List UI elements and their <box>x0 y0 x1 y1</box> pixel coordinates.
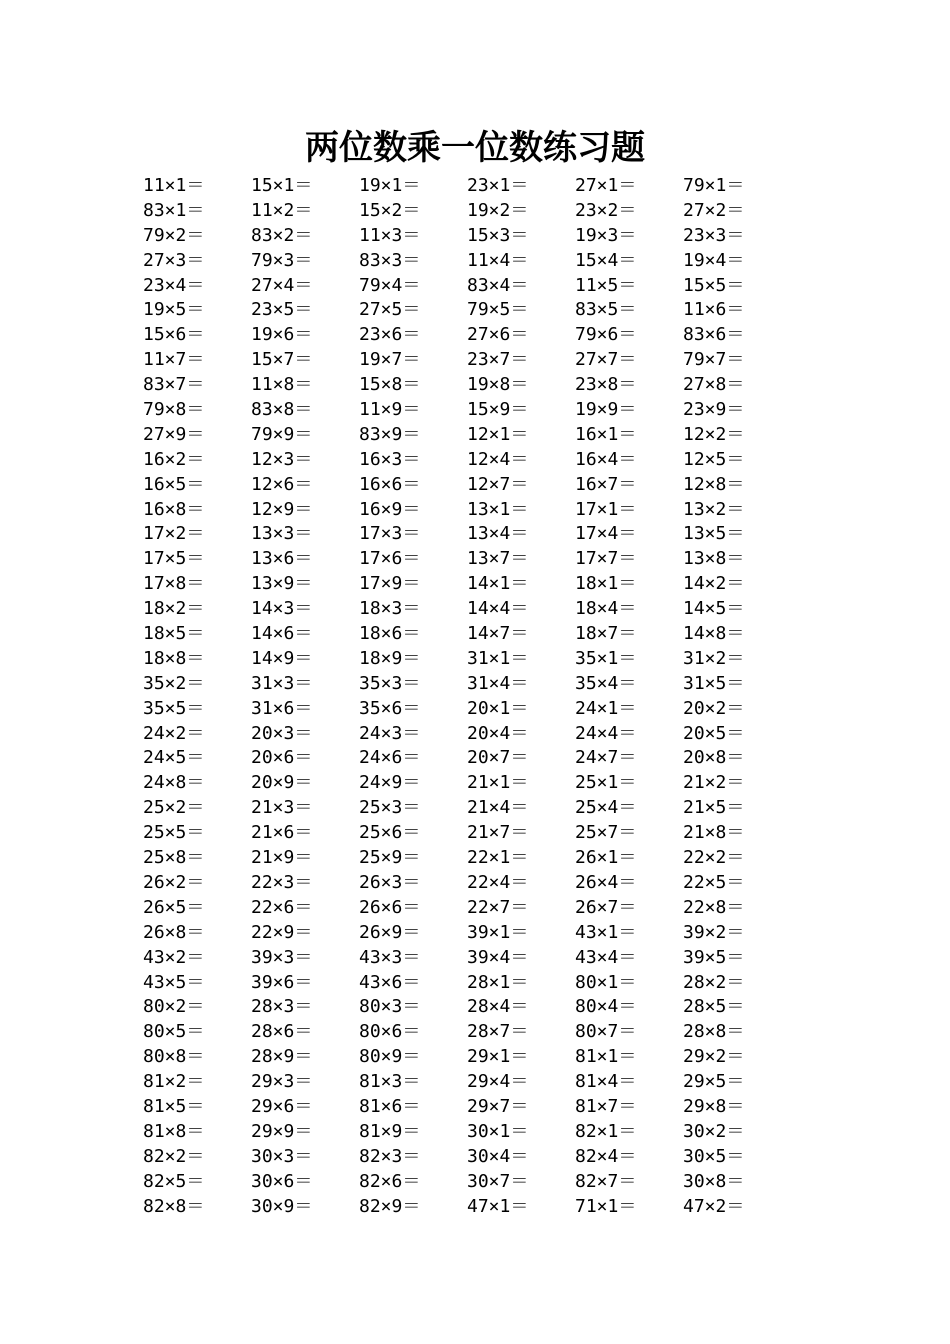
problem-item: 12×3＝ <box>251 448 313 470</box>
problem-item: 20×7＝ <box>467 747 529 769</box>
problem-item: 24×3＝ <box>359 722 421 744</box>
problem-item: 79×2＝ <box>143 224 205 246</box>
problem-item: 13×6＝ <box>251 548 313 570</box>
problem-item: 20×2＝ <box>683 697 745 719</box>
problem-item: 14×8＝ <box>683 623 745 645</box>
problem-item: 81×3＝ <box>359 1071 421 1093</box>
problem-item: 16×4＝ <box>575 448 637 470</box>
problem-item: 31×6＝ <box>251 697 313 719</box>
problem-item: 35×4＝ <box>575 672 637 694</box>
problem-item: 26×9＝ <box>359 921 421 943</box>
problem-item: 15×5＝ <box>683 274 745 296</box>
problem-item: 17×8＝ <box>143 573 205 595</box>
problem-item: 28×5＝ <box>683 996 745 1018</box>
problem-item: 31×1＝ <box>467 647 529 669</box>
problem-item: 82×4＝ <box>575 1145 637 1167</box>
problem-item: 79×3＝ <box>251 249 313 271</box>
problem-item: 29×3＝ <box>251 1071 313 1093</box>
problem-item: 27×9＝ <box>143 423 205 445</box>
problem-item: 22×8＝ <box>683 896 745 918</box>
problem-item: 27×5＝ <box>359 299 421 321</box>
problem-item: 13×1＝ <box>467 498 529 520</box>
problem-item: 18×3＝ <box>359 598 421 620</box>
problem-item: 11×6＝ <box>683 299 745 321</box>
problem-item: 12×5＝ <box>683 448 745 470</box>
problem-item: 82×5＝ <box>143 1170 205 1192</box>
problem-item: 29×9＝ <box>251 1120 313 1142</box>
problem-item: 26×2＝ <box>143 871 205 893</box>
problem-item: 29×5＝ <box>683 1071 745 1093</box>
problem-item: 18×4＝ <box>575 598 637 620</box>
problem-item: 14×5＝ <box>683 598 745 620</box>
problem-item: 14×4＝ <box>467 598 529 620</box>
problem-item: 29×6＝ <box>251 1095 313 1117</box>
problem-item: 20×9＝ <box>251 772 313 794</box>
problem-item: 81×6＝ <box>359 1095 421 1117</box>
problem-item: 43×5＝ <box>143 971 205 993</box>
problem-item: 29×7＝ <box>467 1095 529 1117</box>
problem-item: 13×8＝ <box>683 548 745 570</box>
problem-item: 39×5＝ <box>683 946 745 968</box>
problem-item: 25×7＝ <box>575 822 637 844</box>
problem-item: 83×7＝ <box>143 374 205 396</box>
problem-item: 30×8＝ <box>683 1170 745 1192</box>
problem-item: 82×3＝ <box>359 1145 421 1167</box>
problem-item: 11×8＝ <box>251 374 313 396</box>
problem-item: 23×1＝ <box>467 175 529 196</box>
problem-item: 17×2＝ <box>143 523 205 545</box>
problem-item: 21×2＝ <box>683 772 745 794</box>
problem-item: 30×9＝ <box>251 1195 313 1217</box>
problem-item: 13×2＝ <box>683 498 745 520</box>
problem-item: 79×4＝ <box>359 274 421 296</box>
problem-item: 24×9＝ <box>359 772 421 794</box>
problem-item: 18×6＝ <box>359 623 421 645</box>
problem-item: 13×5＝ <box>683 523 745 545</box>
problem-item: 39×3＝ <box>251 946 313 968</box>
problem-item: 82×6＝ <box>359 1170 421 1192</box>
problem-item: 47×2＝ <box>683 1195 745 1217</box>
problem-item: 35×2＝ <box>143 672 205 694</box>
problem-item: 81×2＝ <box>143 1071 205 1093</box>
problem-item: 21×4＝ <box>467 797 529 819</box>
problem-item: 17×4＝ <box>575 523 637 545</box>
problem-item: 83×6＝ <box>683 324 745 346</box>
problem-item: 35×6＝ <box>359 697 421 719</box>
problem-item: 27×6＝ <box>467 324 529 346</box>
problem-item: 17×7＝ <box>575 548 637 570</box>
problem-item: 18×7＝ <box>575 623 637 645</box>
problem-item: 27×4＝ <box>251 274 313 296</box>
problem-item: 82×1＝ <box>575 1120 637 1142</box>
problem-item: 35×5＝ <box>143 697 205 719</box>
problem-item: 26×8＝ <box>143 921 205 943</box>
problem-item: 16×9＝ <box>359 498 421 520</box>
problem-item: 19×3＝ <box>575 224 637 246</box>
problem-item: 29×4＝ <box>467 1071 529 1093</box>
problem-item: 19×1＝ <box>359 175 421 196</box>
problem-item: 21×5＝ <box>683 797 745 819</box>
problem-item: 31×4＝ <box>467 672 529 694</box>
problem-item: 12×8＝ <box>683 473 745 495</box>
problem-item: 29×2＝ <box>683 1046 745 1068</box>
problem-item: 30×5＝ <box>683 1145 745 1167</box>
problem-item: 83×3＝ <box>359 249 421 271</box>
problem-item: 15×4＝ <box>575 249 637 271</box>
problem-item: 21×7＝ <box>467 822 529 844</box>
problem-item: 82×9＝ <box>359 1195 421 1217</box>
problem-item: 43×3＝ <box>359 946 421 968</box>
problem-item: 24×8＝ <box>143 772 205 794</box>
problem-item: 83×5＝ <box>575 299 637 321</box>
problem-item: 27×1＝ <box>575 175 637 196</box>
problem-item: 17×3＝ <box>359 523 421 545</box>
problem-item: 81×9＝ <box>359 1120 421 1142</box>
page-title: 两位数乘一位数练习题 <box>305 128 645 168</box>
problem-item: 20×8＝ <box>683 747 745 769</box>
problem-item: 35×3＝ <box>359 672 421 694</box>
problem-item: 80×7＝ <box>575 1021 637 1043</box>
problem-item: 23×3＝ <box>683 224 745 246</box>
problem-item: 81×5＝ <box>143 1095 205 1117</box>
problem-item: 11×4＝ <box>467 249 529 271</box>
problem-item: 16×7＝ <box>575 473 637 495</box>
problem-item: 11×2＝ <box>251 199 313 221</box>
problem-item: 24×7＝ <box>575 747 637 769</box>
problem-item: 16×8＝ <box>143 498 205 520</box>
problem-item: 18×5＝ <box>143 623 205 645</box>
problem-item: 11×1＝ <box>143 175 205 196</box>
problem-item: 23×7＝ <box>467 349 529 371</box>
problem-item: 16×5＝ <box>143 473 205 495</box>
problem-item: 80×6＝ <box>359 1021 421 1043</box>
problem-item: 80×4＝ <box>575 996 637 1018</box>
problem-item: 39×4＝ <box>467 946 529 968</box>
problem-item: 79×9＝ <box>251 423 313 445</box>
problem-item: 83×1＝ <box>143 199 205 221</box>
problem-item: 25×6＝ <box>359 822 421 844</box>
problem-item: 23×2＝ <box>575 199 637 221</box>
problem-item: 23×8＝ <box>575 374 637 396</box>
problem-item: 81×8＝ <box>143 1120 205 1142</box>
problem-item: 24×4＝ <box>575 722 637 744</box>
problem-item: 14×6＝ <box>251 623 313 645</box>
problem-item: 71×1＝ <box>575 1195 637 1217</box>
problem-item: 28×2＝ <box>683 971 745 993</box>
problem-item: 22×4＝ <box>467 871 529 893</box>
problem-item: 27×3＝ <box>143 249 205 271</box>
problem-item: 14×2＝ <box>683 573 745 595</box>
problem-item: 26×5＝ <box>143 896 205 918</box>
problem-item: 19×2＝ <box>467 199 529 221</box>
problem-item: 27×7＝ <box>575 349 637 371</box>
problem-item: 28×1＝ <box>467 971 529 993</box>
problem-item: 28×9＝ <box>251 1046 313 1068</box>
problem-item: 21×9＝ <box>251 847 313 869</box>
problem-item: 22×6＝ <box>251 896 313 918</box>
problem-item: 13×7＝ <box>467 548 529 570</box>
problem-item: 12×1＝ <box>467 423 529 445</box>
problem-item: 81×7＝ <box>575 1095 637 1117</box>
problem-item: 79×1＝ <box>683 175 745 196</box>
problem-item: 30×3＝ <box>251 1145 313 1167</box>
problem-item: 20×6＝ <box>251 747 313 769</box>
problem-item: 20×5＝ <box>683 722 745 744</box>
problem-item: 13×9＝ <box>251 573 313 595</box>
problem-item: 26×6＝ <box>359 896 421 918</box>
problem-item: 26×3＝ <box>359 871 421 893</box>
problem-item: 21×6＝ <box>251 822 313 844</box>
problem-item: 80×3＝ <box>359 996 421 1018</box>
problem-item: 17×6＝ <box>359 548 421 570</box>
problem-item: 15×2＝ <box>359 199 421 221</box>
problem-item: 39×1＝ <box>467 921 529 943</box>
problem-item: 25×8＝ <box>143 847 205 869</box>
problem-item: 31×3＝ <box>251 672 313 694</box>
problem-item: 31×5＝ <box>683 672 745 694</box>
problem-item: 28×7＝ <box>467 1021 529 1043</box>
problem-item: 14×1＝ <box>467 573 529 595</box>
problem-item: 39×6＝ <box>251 971 313 993</box>
problem-item: 11×9＝ <box>359 399 421 421</box>
problem-item: 83×8＝ <box>251 399 313 421</box>
problem-item: 30×6＝ <box>251 1170 313 1192</box>
problem-item: 18×2＝ <box>143 598 205 620</box>
problem-item: 26×7＝ <box>575 896 637 918</box>
problem-item: 28×3＝ <box>251 996 313 1018</box>
problem-item: 14×3＝ <box>251 598 313 620</box>
problem-item: 82×8＝ <box>143 1195 205 1217</box>
problem-item: 15×1＝ <box>251 175 313 196</box>
problem-item: 22×3＝ <box>251 871 313 893</box>
problem-item: 11×3＝ <box>359 224 421 246</box>
problem-item: 18×1＝ <box>575 573 637 595</box>
problem-item: 12×4＝ <box>467 448 529 470</box>
problem-item: 83×9＝ <box>359 423 421 445</box>
problem-item: 17×5＝ <box>143 548 205 570</box>
problem-item: 30×7＝ <box>467 1170 529 1192</box>
problem-item: 20×1＝ <box>467 697 529 719</box>
problem-item: 25×4＝ <box>575 797 637 819</box>
problem-item: 24×1＝ <box>575 697 637 719</box>
problem-item: 23×4＝ <box>143 274 205 296</box>
problem-item: 43×4＝ <box>575 946 637 968</box>
problem-item: 19×7＝ <box>359 349 421 371</box>
problem-item: 35×1＝ <box>575 647 637 669</box>
problem-item: 80×1＝ <box>575 971 637 993</box>
problem-item: 22×5＝ <box>683 871 745 893</box>
problem-item: 19×9＝ <box>575 399 637 421</box>
problem-item: 20×3＝ <box>251 722 313 744</box>
problem-item: 81×4＝ <box>575 1071 637 1093</box>
problem-item: 15×3＝ <box>467 224 529 246</box>
problem-item: 25×5＝ <box>143 822 205 844</box>
problem-item: 12×9＝ <box>251 498 313 520</box>
problem-item: 23×9＝ <box>683 399 745 421</box>
problem-item: 19×5＝ <box>143 299 205 321</box>
problem-item: 28×4＝ <box>467 996 529 1018</box>
problem-item: 13×4＝ <box>467 523 529 545</box>
problem-item: 22×2＝ <box>683 847 745 869</box>
problem-item: 82×7＝ <box>575 1170 637 1192</box>
problem-item: 24×5＝ <box>143 747 205 769</box>
problem-item: 22×9＝ <box>251 921 313 943</box>
problem-item: 43×2＝ <box>143 946 205 968</box>
problem-item: 17×1＝ <box>575 498 637 520</box>
problem-item: 82×2＝ <box>143 1145 205 1167</box>
problem-item: 16×3＝ <box>359 448 421 470</box>
problem-item: 83×2＝ <box>251 224 313 246</box>
problem-item: 24×2＝ <box>143 722 205 744</box>
problem-item: 39×2＝ <box>683 921 745 943</box>
problem-item: 26×1＝ <box>575 847 637 869</box>
problem-item: 30×4＝ <box>467 1145 529 1167</box>
problem-item: 15×6＝ <box>143 324 205 346</box>
problem-item: 29×8＝ <box>683 1095 745 1117</box>
problem-item: 22×1＝ <box>467 847 529 869</box>
problem-item: 19×6＝ <box>251 324 313 346</box>
problem-item: 25×9＝ <box>359 847 421 869</box>
problem-item: 16×1＝ <box>575 423 637 445</box>
problem-item: 81×1＝ <box>575 1046 637 1068</box>
problem-item: 79×5＝ <box>467 299 529 321</box>
problem-item: 23×6＝ <box>359 324 421 346</box>
problem-item: 16×6＝ <box>359 473 421 495</box>
problem-item: 11×7＝ <box>143 349 205 371</box>
problem-item: 21×1＝ <box>467 772 529 794</box>
problem-item: 26×4＝ <box>575 871 637 893</box>
problem-item: 43×1＝ <box>575 921 637 943</box>
problem-item: 12×7＝ <box>467 473 529 495</box>
problem-item: 22×7＝ <box>467 896 529 918</box>
problem-item: 79×6＝ <box>575 324 637 346</box>
problem-item: 21×3＝ <box>251 797 313 819</box>
problem-item: 13×3＝ <box>251 523 313 545</box>
problem-item: 80×8＝ <box>143 1046 205 1068</box>
problem-item: 21×8＝ <box>683 822 745 844</box>
problem-item: 14×7＝ <box>467 623 529 645</box>
problem-item: 17×9＝ <box>359 573 421 595</box>
problem-item: 19×8＝ <box>467 374 529 396</box>
problem-item: 43×6＝ <box>359 971 421 993</box>
problem-item: 15×7＝ <box>251 349 313 371</box>
problem-item: 18×9＝ <box>359 647 421 669</box>
problem-item: 27×8＝ <box>683 374 745 396</box>
problem-item: 28×8＝ <box>683 1021 745 1043</box>
problem-item: 25×2＝ <box>143 797 205 819</box>
problem-item: 18×8＝ <box>143 647 205 669</box>
problem-item: 15×8＝ <box>359 374 421 396</box>
problem-item: 12×6＝ <box>251 473 313 495</box>
problem-item: 80×2＝ <box>143 996 205 1018</box>
problem-item: 15×9＝ <box>467 399 529 421</box>
problem-item: 31×2＝ <box>683 647 745 669</box>
problem-item: 25×3＝ <box>359 797 421 819</box>
problem-item: 47×1＝ <box>467 1195 529 1217</box>
problem-item: 11×5＝ <box>575 274 637 296</box>
problem-grid <box>143 174 791 1219</box>
problem-item: 80×5＝ <box>143 1021 205 1043</box>
problem-item: 19×4＝ <box>683 249 745 271</box>
problem-item: 27×2＝ <box>683 199 745 221</box>
problem-item: 30×1＝ <box>467 1120 529 1142</box>
problem-item: 79×8＝ <box>143 399 205 421</box>
problem-item: 20×4＝ <box>467 722 529 744</box>
problem-item: 80×9＝ <box>359 1046 421 1068</box>
problem-item: 12×2＝ <box>683 423 745 445</box>
problem-item: 28×6＝ <box>251 1021 313 1043</box>
problem-item: 23×5＝ <box>251 299 313 321</box>
problem-item: 83×4＝ <box>467 274 529 296</box>
problem-item: 14×9＝ <box>251 647 313 669</box>
problem-item: 25×1＝ <box>575 772 637 794</box>
problem-item: 79×7＝ <box>683 349 745 371</box>
problem-item: 16×2＝ <box>143 448 205 470</box>
problem-item: 29×1＝ <box>467 1046 529 1068</box>
problem-item: 24×6＝ <box>359 747 421 769</box>
problem-item: 30×2＝ <box>683 1120 745 1142</box>
